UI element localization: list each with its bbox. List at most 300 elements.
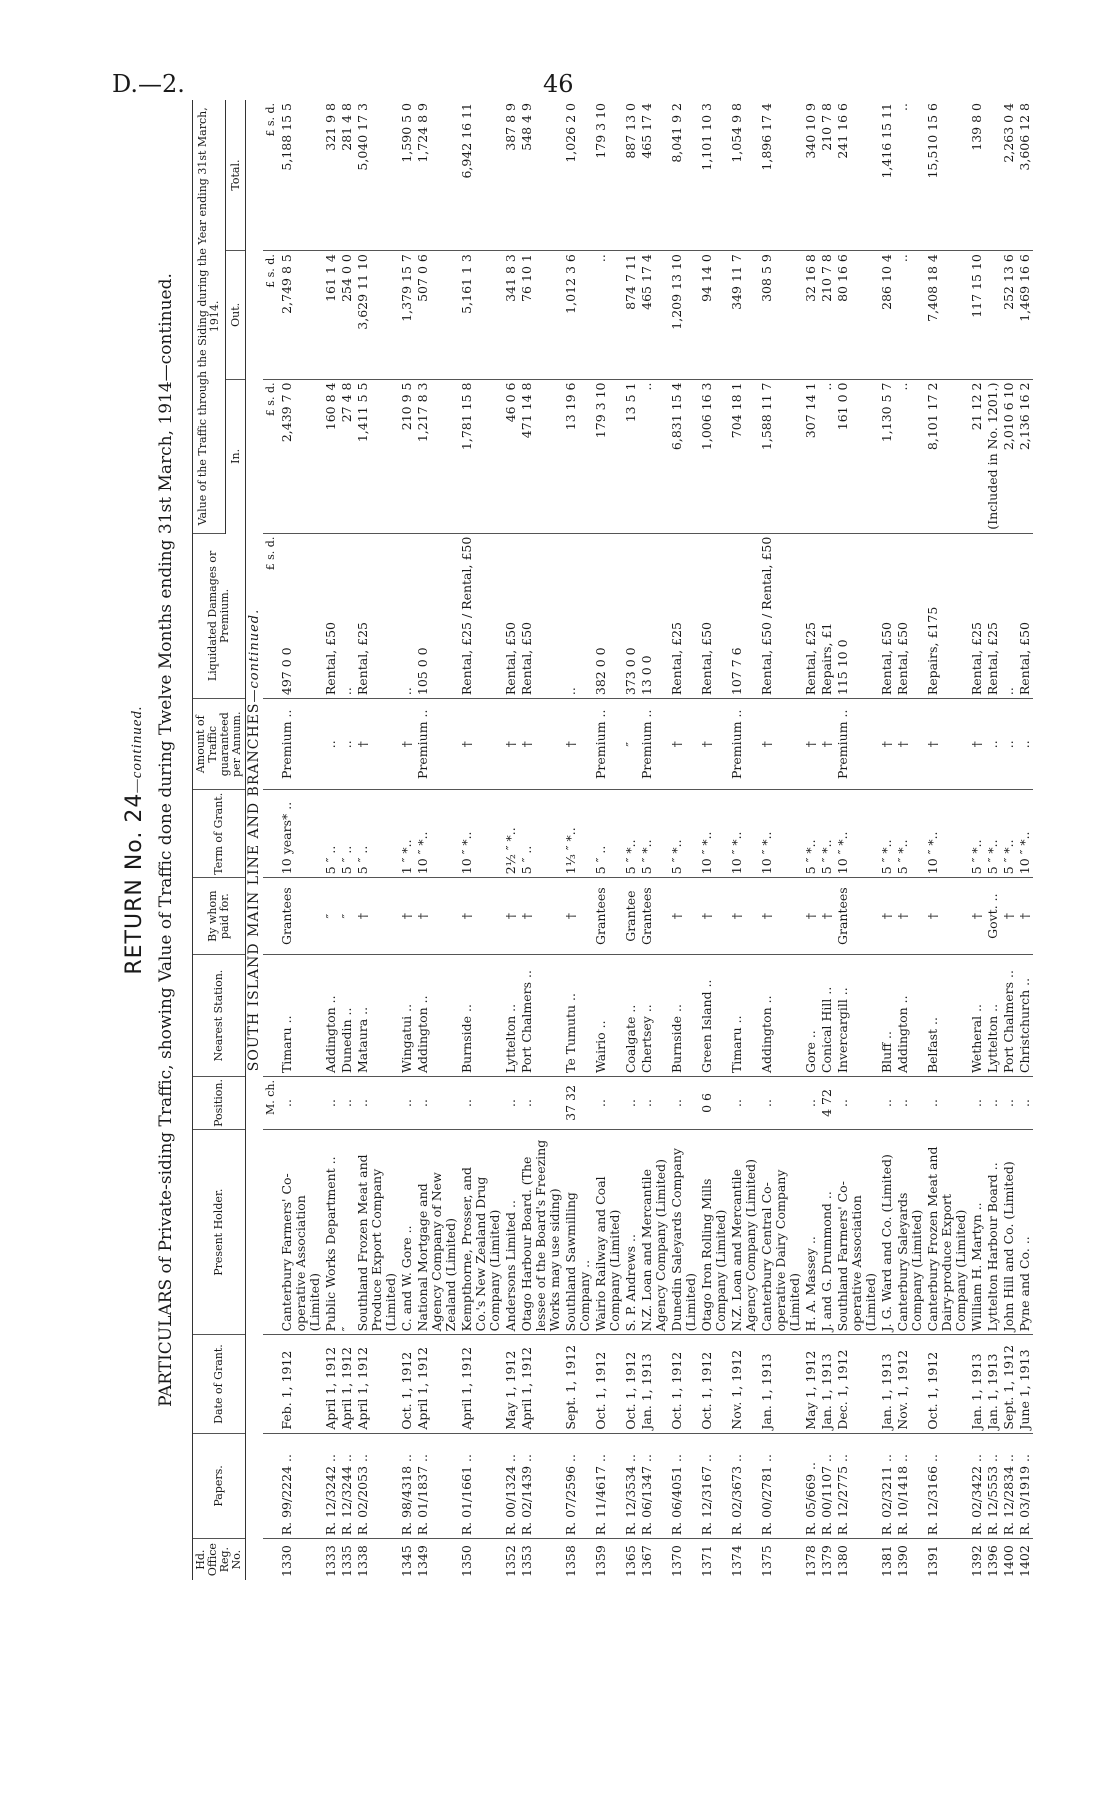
- reg-cell: 1379: [819, 1545, 834, 1577]
- papers-cell: R. 10/1418 ..: [895, 1433, 925, 1539]
- amount-cell: †: [925, 699, 969, 790]
- total-value-cell: 387 8 9: [503, 100, 519, 251]
- term-cell: 5 ″ *..: [1001, 790, 1017, 878]
- table-row: [339, 100, 355, 1580]
- papers-cell: R. 12/2775 ..: [835, 1433, 879, 1539]
- damages-cell: 382 0 0: [593, 533, 623, 698]
- term-cell: 1 ″ *..: [399, 790, 415, 878]
- term-cell: 5 ″ *..: [623, 790, 639, 878]
- in-value-cell: 1,588 11 7: [759, 379, 803, 533]
- traffic-table: [192, 100, 1033, 1580]
- return-title: [122, 100, 147, 1580]
- amount-cell: Premium ..: [279, 699, 323, 790]
- holder-cell: C. and W. Gore ..: [399, 1129, 415, 1334]
- table-row: [593, 100, 623, 1580]
- total-value-cell: 8,041 9 2: [669, 100, 699, 251]
- paid-by-cell: †: [819, 878, 835, 955]
- in-value-cell: 160 8 4: [323, 379, 339, 533]
- station-cell: Timaru ..: [729, 955, 759, 1077]
- date-cell: Oct. 1, 1912: [669, 1335, 699, 1433]
- papers-cell: R. 05/669 ..: [803, 1433, 819, 1539]
- holder-cell: Southland Frozen Meat and Produce Export Company (Limited): [355, 1129, 399, 1334]
- damages-cell: Repairs, £1: [819, 533, 835, 698]
- section-title: SOUTH ISLAND MAIN LINE AND BRANCHES: [246, 702, 262, 1072]
- term-cell: 5 ″ *..: [879, 790, 895, 878]
- damages-cell: Rental, £50: [1017, 533, 1033, 698]
- damages-cell: Rental, £25: [355, 533, 399, 698]
- header-value-group: Value of the Traffic through the Siding during the Year ending 31st March, 1914.: [193, 100, 226, 533]
- station-cell: Christchurch ..: [1017, 955, 1033, 1077]
- station-cell: Chertsey ..: [639, 955, 669, 1077]
- total-value-cell: 465 17 4: [639, 100, 669, 251]
- in-value-cell: ..: [819, 379, 835, 533]
- date-cell: Oct. 1, 1912: [623, 1335, 639, 1433]
- total-value-cell: 241 16 6: [835, 100, 879, 251]
- term-cell: 2½ ″ *..: [503, 790, 519, 878]
- date-cell: Jan. 1, 1913: [819, 1335, 835, 1433]
- term-cell: 10 ″ *..: [459, 790, 503, 878]
- date-cell: April 1, 1912: [355, 1335, 399, 1433]
- out-value-cell: 1,012 3 6: [563, 251, 593, 379]
- out-value-cell: [985, 251, 1001, 379]
- holder-cell: Dunedin Saleyards Company (Limited): [669, 1129, 699, 1334]
- position-cell: ..: [1017, 1077, 1033, 1130]
- total-value-cell: 281 4 8: [339, 100, 355, 251]
- reg-cell: 1378: [803, 1545, 818, 1577]
- paid-by-cell: †: [519, 878, 563, 955]
- holder-cell: Southland Farmers' Co-operative Association (Limited): [835, 1129, 879, 1334]
- amount-cell: †: [563, 699, 593, 790]
- paid-by-cell: Grantee: [623, 878, 639, 955]
- table-row: [503, 100, 519, 1580]
- damages-cell: ..: [399, 533, 415, 698]
- term-cell: 10 years* ..: [279, 790, 323, 878]
- papers-cell: R. 00/1107 ..: [819, 1433, 835, 1539]
- damages-cell: ..: [339, 533, 355, 698]
- total-value-cell: 6,942 16 11: [459, 100, 503, 251]
- papers-cell: R. 12/3166 ..: [925, 1433, 969, 1539]
- total-value-cell: 1,054 9 8: [729, 100, 759, 251]
- paid-by-cell: Grantees: [835, 878, 879, 955]
- in-value-cell: ..: [639, 379, 669, 533]
- in-value-cell: (Included in No. 1201.): [985, 379, 1001, 533]
- damages-cell: Rental, £50: [895, 533, 925, 698]
- table-row: [969, 100, 985, 1580]
- papers-cell: R. 00/2781 ..: [759, 1433, 803, 1539]
- position-cell: ..: [623, 1077, 639, 1130]
- position-cell: 37 32: [563, 1077, 593, 1130]
- in-value-cell: 2,010 6 10: [1001, 379, 1017, 533]
- total-value-cell: 1,590 5 0: [399, 100, 415, 251]
- table-row: [835, 100, 879, 1580]
- station-cell: Lyttelton ..: [503, 955, 519, 1077]
- paid-by-cell: †: [459, 878, 503, 955]
- table-row: [985, 100, 1001, 1580]
- paid-by-cell: †: [803, 878, 819, 955]
- term-cell: 5 ″ *..: [819, 790, 835, 878]
- term-cell: 10 ″ *..: [925, 790, 969, 878]
- amount-cell: ..: [1001, 699, 1017, 790]
- reg-cell: 1371: [699, 1545, 714, 1577]
- paid-by-cell: †: [1017, 878, 1033, 955]
- date-cell: Jan. 1, 1913: [879, 1335, 895, 1433]
- amount-cell: †: [503, 699, 519, 790]
- damages-cell: 105 0 0: [415, 533, 459, 698]
- page-number: 46: [543, 70, 574, 98]
- term-cell: 10 ″ *..: [699, 790, 729, 878]
- table-row: [399, 100, 415, 1580]
- table-row: [459, 100, 503, 1580]
- date-cell: April 1, 1912: [519, 1335, 563, 1433]
- header-total: Total.: [226, 100, 246, 251]
- date-cell: Jan. 1, 1913: [969, 1335, 985, 1433]
- paid-by-cell: †: [879, 878, 895, 955]
- unit-in: £ s. d.: [263, 379, 279, 533]
- paid-by-cell: ″: [339, 878, 355, 955]
- in-value-cell: 1,130 5 7: [879, 379, 895, 533]
- out-value-cell: 1,379 15 7: [399, 251, 415, 379]
- header-date: Date of Grant.: [193, 1335, 246, 1433]
- date-cell: Feb. 1, 1912: [279, 1335, 323, 1433]
- total-value-cell: 1,724 8 9: [415, 100, 459, 251]
- damages-cell: Rental, £50 / Rental, £50: [759, 533, 803, 698]
- damages-cell: Rental, £25 / Rental, £50: [459, 533, 503, 698]
- out-value-cell: 117 15 10: [969, 251, 985, 379]
- station-cell: Dunedin ..: [339, 955, 355, 1077]
- papers-cell: R. 12/5553 ..: [985, 1433, 1001, 1539]
- station-cell: Port Chalmers ..: [519, 955, 563, 1077]
- total-value-cell: 179 3 10: [593, 100, 623, 251]
- total-value-cell: 210 7 8: [819, 100, 835, 251]
- out-value-cell: 308 5 9: [759, 251, 803, 379]
- damages-cell: 373 0 0: [623, 533, 639, 698]
- in-value-cell: 6,831 15 4: [669, 379, 699, 533]
- term-cell: 5 ″ ..: [519, 790, 563, 878]
- total-value-cell: 1,896 17 4: [759, 100, 803, 251]
- holder-cell: Pyne and Co. ..: [1017, 1129, 1033, 1334]
- amount-cell: Premium ..: [729, 699, 759, 790]
- position-cell: ..: [803, 1077, 819, 1130]
- papers-cell: R. 01/1661 ..: [459, 1433, 503, 1539]
- station-cell: Wetheral ..: [969, 955, 985, 1077]
- position-cell: ..: [355, 1077, 399, 1130]
- date-cell: Dec. 1, 1912: [835, 1335, 879, 1433]
- reg-cell: 1396: [985, 1545, 1000, 1577]
- in-value-cell: 1,006 16 3: [699, 379, 729, 533]
- rotated-return-table: [112, 100, 1072, 1580]
- table-row: [1001, 100, 1017, 1580]
- papers-cell: R. 03/1919 ..: [1017, 1433, 1033, 1539]
- papers-cell: R. 98/4318 ..: [399, 1433, 415, 1539]
- units-row: [263, 100, 279, 1580]
- damages-cell: Rental, £25: [969, 533, 985, 698]
- amount-cell: †: [399, 699, 415, 790]
- papers-cell: R. 02/3422 ..: [969, 1433, 985, 1539]
- table-row: [669, 100, 699, 1580]
- paid-by-cell: †: [669, 878, 699, 955]
- holder-cell: Lyttelton Harbour Board ..: [985, 1129, 1001, 1334]
- reg-cell: 1402: [1017, 1545, 1032, 1577]
- amount-cell: ..: [1017, 699, 1033, 790]
- position-cell: ..: [669, 1077, 699, 1130]
- papers-cell: R. 02/3211 ..: [879, 1433, 895, 1539]
- position-cell: ..: [835, 1077, 879, 1130]
- holder-cell: J. and G. Drummond ..: [819, 1129, 835, 1334]
- reg-cell: 1392: [969, 1545, 984, 1577]
- position-cell: ..: [879, 1077, 895, 1130]
- papers-cell: R. 12/2834 ..: [1001, 1433, 1017, 1539]
- in-value-cell: 27 4 8: [339, 379, 355, 533]
- position-cell: ..: [985, 1077, 1001, 1130]
- paid-by-cell: †: [969, 878, 985, 955]
- reg-cell: 1391: [925, 1545, 940, 1577]
- out-value-cell: 341 8 3: [503, 251, 519, 379]
- reg-cell: 1358: [563, 1545, 578, 1577]
- date-cell: May 1, 1912: [803, 1335, 819, 1433]
- table-row: [759, 100, 803, 1580]
- return-title-text: RETURN No. 24: [122, 792, 147, 975]
- holder-cell: Public Works Department ..: [323, 1129, 339, 1334]
- in-value-cell: 471 14 8: [519, 379, 563, 533]
- damages-cell: 13 0 0: [639, 533, 669, 698]
- damages-cell: 497 0 0: [279, 533, 323, 698]
- damages-cell: Rental, £50: [699, 533, 729, 698]
- table-row: [623, 100, 639, 1580]
- position-cell: ..: [639, 1077, 669, 1130]
- paid-by-cell: †: [1001, 878, 1017, 955]
- papers-cell: R. 12/3534 ..: [623, 1433, 639, 1539]
- amount-cell: Premium ..: [639, 699, 669, 790]
- damages-cell: Repairs, £175: [925, 533, 969, 698]
- total-value-cell: 1,101 10 3: [699, 100, 729, 251]
- station-cell: Coalgate ..: [623, 955, 639, 1077]
- table-row: [699, 100, 729, 1580]
- in-value-cell: 210 9 5: [399, 379, 415, 533]
- paid-by-cell: †: [563, 878, 593, 955]
- papers-cell: R. 11/4617 ..: [593, 1433, 623, 1539]
- reg-cell: 1367: [639, 1545, 654, 1577]
- out-value-cell: 5,161 1 3: [459, 251, 503, 379]
- station-cell: Addington ..: [895, 955, 925, 1077]
- position-cell: ..: [279, 1077, 323, 1130]
- holder-cell: J. G. Ward and Co. (Limited): [879, 1129, 895, 1334]
- unit-out: £ s. d.: [263, 251, 279, 379]
- total-value-cell: 2,263 0 4: [1001, 100, 1017, 251]
- date-cell: April 1, 1912: [339, 1335, 355, 1433]
- in-value-cell: 8,101 17 2: [925, 379, 969, 533]
- term-cell: 5 ″ ..: [323, 790, 339, 878]
- term-cell: 5 ″ ..: [593, 790, 623, 878]
- total-value-cell: 340 10 9: [803, 100, 819, 251]
- position-cell: ..: [399, 1077, 415, 1130]
- header-reg: Hd. Office Reg. No.: [193, 1539, 246, 1580]
- header-paid: By whom paid for.: [193, 878, 246, 955]
- section-heading-row: [246, 100, 264, 1580]
- amount-cell: Premium ..: [835, 699, 879, 790]
- total-value-cell: 1,026 2 0: [563, 100, 593, 251]
- in-value-cell: 46 0 6: [503, 379, 519, 533]
- papers-cell: R. 00/1324 ..: [503, 1433, 519, 1539]
- in-value-cell: 161 0 0: [835, 379, 879, 533]
- amount-cell: †: [759, 699, 803, 790]
- date-cell: Jan. 1, 1913: [759, 1335, 803, 1433]
- station-cell: Port Chalmers ..: [1001, 955, 1017, 1077]
- paid-by-cell: Grantees: [639, 878, 669, 955]
- reg-cell: 1370: [669, 1545, 684, 1577]
- amount-cell: Premium ..: [593, 699, 623, 790]
- table-row: [415, 100, 459, 1580]
- total-value-cell: 5,040 17 3: [355, 100, 399, 251]
- position-cell: ..: [925, 1077, 969, 1130]
- station-cell: Conical Hill ..: [819, 955, 835, 1077]
- position-cell: 0 6: [699, 1077, 729, 1130]
- total-value-cell: 1,416 15 11: [879, 100, 895, 251]
- damages-cell: Rental, £25: [669, 533, 699, 698]
- out-value-cell: ..: [593, 251, 623, 379]
- holder-cell: Otago Harbour Board. (The lessee of the Board's Freezing Works may use siding): [519, 1129, 563, 1334]
- in-value-cell: 704 18 1: [729, 379, 759, 533]
- paid-by-cell: Grantees: [279, 878, 323, 955]
- holder-cell: S. P. Andrews ..: [623, 1129, 639, 1334]
- amount-cell: †: [699, 699, 729, 790]
- out-value-cell: 1,209 13 10: [669, 251, 699, 379]
- date-cell: Oct. 1, 1912: [593, 1335, 623, 1433]
- term-cell: 10 ″ *..: [759, 790, 803, 878]
- date-cell: Sept. 1, 1912: [563, 1335, 593, 1433]
- table-row: [729, 100, 759, 1580]
- date-cell: April 1, 1912: [459, 1335, 503, 1433]
- date-cell: Nov. 1, 1912: [895, 1335, 925, 1433]
- in-value-cell: 1,217 8 3: [415, 379, 459, 533]
- papers-cell: R. 06/1347 ..: [639, 1433, 669, 1539]
- station-cell: Green Island ..: [699, 955, 729, 1077]
- position-cell: ..: [519, 1077, 563, 1130]
- station-cell: Burnside ..: [669, 955, 699, 1077]
- in-value-cell: 13 5 1: [623, 379, 639, 533]
- papers-cell: R. 12/3242 ..: [323, 1433, 339, 1539]
- paid-by-cell: †: [355, 878, 399, 955]
- reg-cell: 1335: [339, 1545, 354, 1577]
- section-continued: —continued.: [247, 608, 262, 703]
- return-title-continued: —continued.: [129, 705, 145, 793]
- in-value-cell: 307 14 1: [803, 379, 819, 533]
- station-cell: Wingatui ..: [399, 955, 415, 1077]
- unit-lsd: £ s. d.: [263, 533, 279, 698]
- papers-cell: R. 02/2053 ..: [355, 1433, 399, 1539]
- out-value-cell: 252 13 6: [1001, 251, 1017, 379]
- amount-cell: Premium ..: [415, 699, 459, 790]
- paid-by-cell: †: [503, 878, 519, 955]
- out-value-cell: ..: [895, 251, 925, 379]
- damages-cell: ..: [1001, 533, 1017, 698]
- total-value-cell: 15,510 15 6: [925, 100, 969, 251]
- in-value-cell: 179 3 10: [593, 379, 623, 533]
- station-cell: Timaru ..: [279, 955, 323, 1077]
- total-value-cell: ..: [895, 100, 925, 251]
- out-value-cell: 874 7 11: [623, 251, 639, 379]
- amount-cell: ..: [985, 699, 1001, 790]
- papers-cell: R. 12/3244 ..: [339, 1433, 355, 1539]
- position-cell: ..: [1001, 1077, 1017, 1130]
- paid-by-cell: Govt. ..: [985, 878, 1001, 955]
- out-value-cell: 2,749 8 5: [279, 251, 323, 379]
- total-value-cell: [985, 100, 1001, 251]
- station-cell: Te Tumutu ..: [563, 955, 593, 1077]
- term-cell: 1⅓ ″ *..: [563, 790, 593, 878]
- out-value-cell: 32 16 8: [803, 251, 819, 379]
- out-value-cell: 76 10 1: [519, 251, 563, 379]
- holder-cell: Andersons Limited ..: [503, 1129, 519, 1334]
- reg-cell: 1345: [399, 1545, 414, 1577]
- position-cell: ..: [459, 1077, 503, 1130]
- holder-cell: Wairio Railway and Coal Company (Limited): [593, 1129, 623, 1334]
- in-value-cell: 13 19 6: [563, 379, 593, 533]
- paid-by-cell: †: [895, 878, 925, 955]
- damages-cell: Rental, £50: [519, 533, 563, 698]
- position-cell: ..: [415, 1077, 459, 1130]
- out-value-cell: 507 0 6: [415, 251, 459, 379]
- date-cell: April 1, 1912: [415, 1335, 459, 1433]
- page-section-label: D.—2.: [112, 70, 185, 98]
- amount-cell: ..: [323, 699, 339, 790]
- out-value-cell: 161 1 4: [323, 251, 339, 379]
- station-cell: Gore ..: [803, 955, 819, 1077]
- station-cell: Addington ..: [415, 955, 459, 1077]
- holder-cell: Canterbury Central Co-operative Dairy Company (Limited): [759, 1129, 803, 1334]
- damages-cell: 107 7 6: [729, 533, 759, 698]
- in-value-cell: 21 12 2: [969, 379, 985, 533]
- damages-cell: Rental, £50: [323, 533, 339, 698]
- date-cell: Oct. 1, 1912: [925, 1335, 969, 1433]
- amount-cell: †: [519, 699, 563, 790]
- reg-cell: 1359: [593, 1545, 608, 1577]
- term-cell: 5 ″ *..: [803, 790, 819, 878]
- damages-cell: Rental, £50: [879, 533, 895, 698]
- out-value-cell: 254 0 0: [339, 251, 355, 379]
- holder-cell: National Mortgage and Agency Company of New Zealand (Limited): [415, 1129, 459, 1334]
- holder-cell: William H. Martyn ..: [969, 1129, 985, 1334]
- reg-cell: 1374: [729, 1545, 744, 1577]
- position-cell: ..: [759, 1077, 803, 1130]
- total-value-cell: 548 4 9: [519, 100, 563, 251]
- out-value-cell: 7,408 18 4: [925, 251, 969, 379]
- papers-cell: R. 01/1837 ..: [415, 1433, 459, 1539]
- term-cell: 10 ″ *..: [729, 790, 759, 878]
- in-value-cell: 2,136 16 2: [1017, 379, 1033, 533]
- paid-by-cell: Grantees: [593, 878, 623, 955]
- papers-cell: R. 07/2596 ..: [563, 1433, 593, 1539]
- position-cell: ..: [895, 1077, 925, 1130]
- amount-cell: †: [355, 699, 399, 790]
- header-term: Term of Grant.: [193, 790, 246, 878]
- damages-cell: Rental, £25: [803, 533, 819, 698]
- term-cell: 5 ″ *..: [639, 790, 669, 878]
- station-cell: Mataura ..: [355, 955, 399, 1077]
- section-heading: [246, 100, 264, 1580]
- holder-cell: Southland Sawmilling Company ..: [563, 1129, 593, 1334]
- station-cell: Invercargill ..: [835, 955, 879, 1077]
- holder-cell: Canterbury Farmers' Co-operative Association (Limited): [279, 1129, 323, 1334]
- table-row: [355, 100, 399, 1580]
- amount-cell: †: [895, 699, 925, 790]
- amount-cell: †: [669, 699, 699, 790]
- reg-cell: 1375: [759, 1545, 774, 1577]
- out-value-cell: 210 7 8: [819, 251, 835, 379]
- out-value-cell: 286 10 4: [879, 251, 895, 379]
- papers-cell: R. 12/3167 ..: [699, 1433, 729, 1539]
- paid-by-cell: †: [699, 878, 729, 955]
- reg-cell: 1350: [459, 1545, 474, 1577]
